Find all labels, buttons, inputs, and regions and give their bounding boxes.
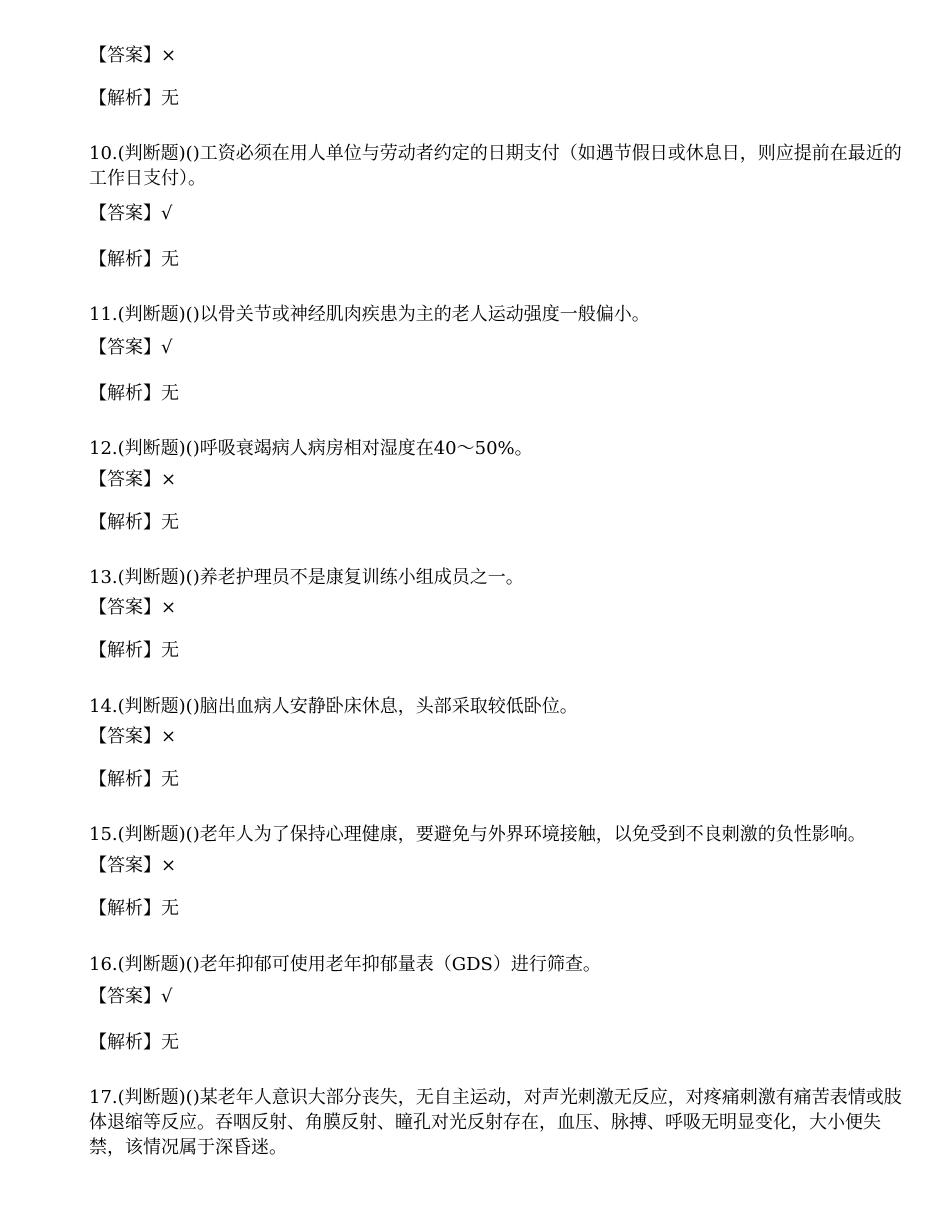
analysis-line: 【解析】无 xyxy=(89,640,179,661)
question-text: 11.(判断题)()以骨关节或神经肌肉疾患为主的老人运动强度一般偏小。 xyxy=(89,304,650,325)
question-text: 16.(判断题)()老年抑郁可使用老年抑郁量表（GDS）进行筛查。 xyxy=(89,954,601,975)
answer-line: 【答案】× xyxy=(89,597,177,618)
analysis-line: 【解析】无 xyxy=(89,1032,179,1053)
question-text: 17.(判断题)()某老年人意识大部分丧失，无自主运动，对声光刺激无反应，对疼痛刺激有痛苦表情或肢体退缩等反应。吞咽反射、角膜反射、瞳孔对光反射存在，血压、脉搏、呼吸无明显变化，大小便失禁，该情况属于深昏迷。 xyxy=(89,1087,902,1158)
answer-line: 【答案】× xyxy=(89,855,177,876)
analysis-line: 【解析】无 xyxy=(89,383,179,404)
question-text: 12.(判断题)()呼吸衰竭病人病房相对湿度在40～50%。 xyxy=(89,438,533,459)
answer-line: 【答案】√ xyxy=(89,986,173,1007)
question-text: 15.(判断题)()老年人为了保持心理健康，要避免与外界环境接触，以免受到不良刺激的负性影响。 xyxy=(89,824,866,845)
answer-line: 【答案】√ xyxy=(89,337,173,358)
answer-line: 【答案】√ xyxy=(89,203,173,224)
answer-line: 【答案】× xyxy=(89,45,177,66)
analysis-line: 【解析】无 xyxy=(89,898,179,919)
analysis-line: 【解析】无 xyxy=(89,512,179,533)
answer-line: 【答案】× xyxy=(89,726,177,747)
answer-line: 【答案】× xyxy=(89,469,177,490)
question-text: 10.(判断题)()工资必须在用人单位与劳动者约定的日期支付（如遇节假日或休息日，则应提前在最近的工作日支付）。 xyxy=(89,143,902,189)
question-text: 13.(判断题)()养老护理员不是康复训练小组成员之一。 xyxy=(89,567,524,588)
analysis-line: 【解析】无 xyxy=(89,769,179,790)
question-text: 14.(判断题)()脑出血病人安静卧床休息，头部采取较低卧位。 xyxy=(89,696,578,717)
analysis-line: 【解析】无 xyxy=(89,88,179,109)
analysis-line: 【解析】无 xyxy=(89,249,179,270)
